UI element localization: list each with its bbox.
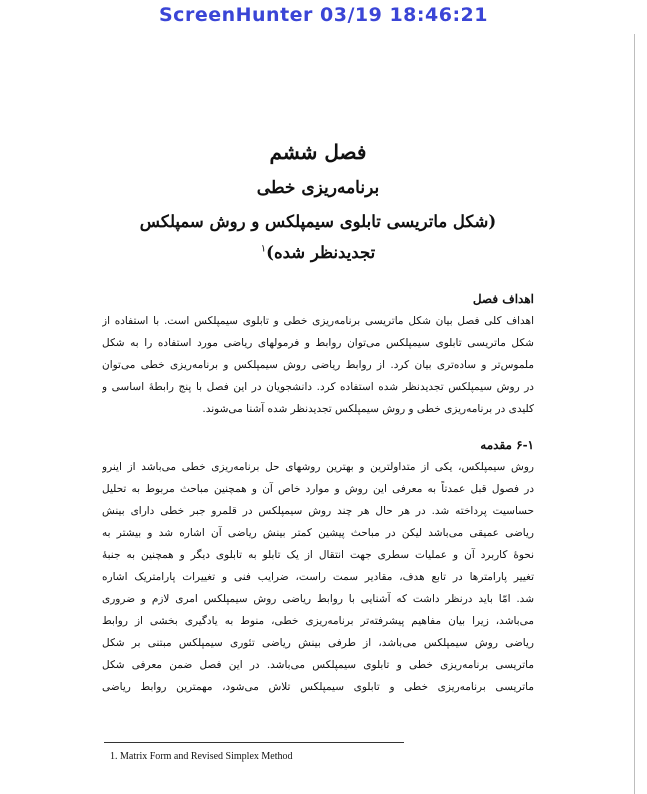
intro-line: در فصول قبل عمدتاً به معرفی این روش و موارد خاص آن و همچنین مباحث مربوط به تحلیل — [102, 483, 534, 495]
goals-line: در روش سیمپلکس تجدیدنظر شده استفاده کرد. دانشجویان در این فصل با پنج رابطهٔ اساسی و — [102, 381, 534, 393]
chapter-subtitle-2: (شکل ماتریسی تابلوی سیمپلکس و روش سمپلکس — [139, 212, 497, 231]
goals-line: ملموس‌تر و ساده‌تری بیان کرد. از روابط ریاضی روش سیمپلکس و برنامه‌ریزی خطی می‌توان — [102, 359, 534, 371]
intro-line: حساسیت پرداخته شد. در هر حال هر چند روش سیمپلکس در قلمرو جبر خطی دارای بینش — [102, 505, 534, 517]
intro-line: روش سیمپلکس، یکی از متداولترین و بهترین روشهای حل برنامه‌ریزی خطی می‌باشد از اینرو — [102, 461, 534, 473]
intro-line: ریاضی روش سیمپلکس می‌باشد، از طرفی بینش ریاضی تئوری سیمپلکس مبتنی بر شکل — [102, 637, 534, 649]
chapter-title: فصل ششم — [269, 140, 367, 164]
goals-line: کلیدی در برنامه‌ریزی خطی و روش سیمپلکس تجدیدنظر شده آشنا می‌شوند. — [202, 403, 534, 415]
chapter-subtitle-1: برنامه‌ریزی خطی — [256, 178, 380, 198]
intro-line: ماتریسی برنامه‌ریزی خطی و تابلوی سیمپلکس تلاش می‌شود، مهمترین روابط ریاضی — [102, 681, 534, 693]
screenhunter-timestamp: ScreenHunter 03/19 18:46:21 — [159, 4, 488, 26]
intro-line: نحوهٔ کاربرد آن و عملیات سطری جهت انتقال از یک تابلو به تابلوی دیگر و همچنین به جنبهٔ — [102, 549, 534, 561]
intro-line: ماتریسی برنامه‌ریزی خطی و تابلوی سیمپلکس می‌باشد. در این فصل ضمن معرفی شکل — [102, 659, 534, 671]
scan-edge-line — [634, 34, 635, 794]
intro-line: شد. امّا باید درنظر داشت که آشنایی با روابط ریاضی روش سیمپلکس امری لازم و ضروری — [102, 593, 534, 605]
footnote-divider — [104, 742, 404, 743]
footnote-marker: ۱ — [260, 243, 267, 255]
chapter-subtitle-3 — [102, 243, 534, 262]
goals-paragraph — [102, 310, 534, 420]
intro-line: می‌باشد، زیرا بیان مفاهیم پیشرفته‌تر برنامه‌ریزی خطی، منوط به یادگیری بخشی از روابط — [102, 615, 534, 627]
intro-paragraph — [102, 456, 534, 698]
intro-line: ریاضی عمیقی می‌باشد لیکن در مباحث پیشین کمتر بینش ریاضی آن اشاره شد و بیشتر به — [102, 527, 534, 539]
goals-heading: اهداف فصل — [472, 292, 534, 306]
chapter-subtitle-3-text: تجدیدنظر شده) — [266, 243, 376, 262]
document-page — [102, 140, 534, 698]
goals-line: شکل ماتریسی تابلوی سیمپلکس می‌توان روابط و فرمولهای ریاضی مورد استفاده را به شکل — [102, 337, 534, 349]
goals-line: اهداف کلی فصل بیان شکل ماتریسی برنامه‌ریزی خطی و تابلوی سیمپلکس است. با استفاده از — [102, 315, 534, 327]
intro-line: تغییر پارامترها در تابع هدف، مقادیر سمت راست، ضرایب فنی و تغییرات پارامتریک اشاره — [102, 571, 534, 583]
footnote-text: 1. Matrix Form and Revised Simplex Method — [110, 751, 293, 762]
intro-heading: ۶-۱ مقدمه — [480, 438, 534, 452]
